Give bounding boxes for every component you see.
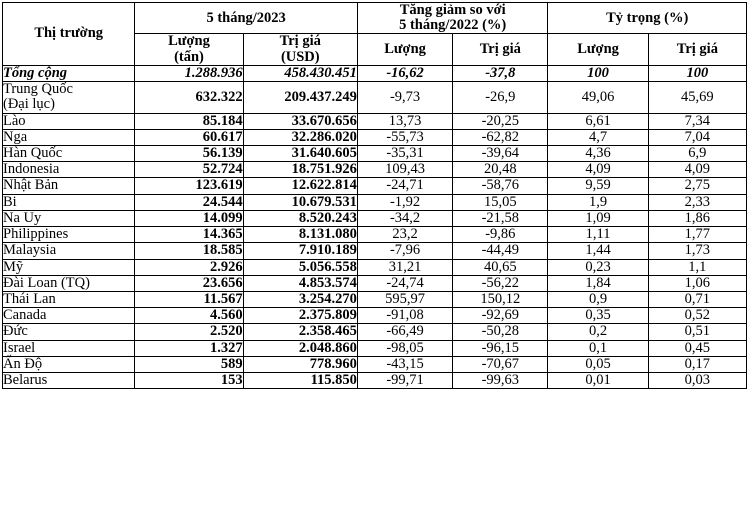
cell-change-value: -56,22 [453, 275, 548, 291]
cell-quantity: 589 [135, 356, 243, 372]
cell-share-value: 1,06 [648, 275, 746, 291]
cell-change-value: -20,25 [453, 113, 548, 129]
cell-quantity: 2.926 [135, 259, 243, 275]
header-quantity-line1: Lượng [168, 33, 210, 50]
cell-share-value: 7,04 [648, 129, 746, 145]
cell-market: Tổng cộng [3, 65, 135, 81]
cell-share-value: 0,17 [648, 356, 746, 372]
header-change-value: Trị giá [453, 34, 548, 65]
cell-share-value: 1,73 [648, 243, 746, 259]
cell-change-value: -9,86 [453, 227, 548, 243]
cell-share-value: 45,69 [648, 82, 746, 113]
cell-share-quantity: 49,06 [548, 82, 648, 113]
cell-value: 115.850 [243, 373, 357, 389]
table-row [3, 145, 747, 161]
cell-share-quantity: 1,9 [548, 194, 648, 210]
table-header [3, 3, 747, 66]
cell-value: 5.056.558 [243, 259, 357, 275]
cell-value: 8.520.243 [243, 210, 357, 226]
cell-share-quantity: 4,36 [548, 145, 648, 161]
cell-change-quantity: -35,31 [357, 145, 452, 161]
cell-share-value: 0,52 [648, 308, 746, 324]
cell-market: Đài Loan (TQ) [3, 275, 135, 291]
cell-change-value: 40,65 [453, 259, 548, 275]
cell-quantity: 1.288.936 [135, 65, 243, 81]
table-row [3, 291, 747, 307]
cell-share-quantity: 6,61 [548, 113, 648, 129]
cell-quantity: 18.585 [135, 243, 243, 259]
cell-market: Canada [3, 308, 135, 324]
cell-share-quantity: 4,09 [548, 162, 648, 178]
table-row [3, 227, 747, 243]
cell-quantity: 123.619 [135, 178, 243, 194]
table-body [3, 65, 747, 388]
cell-value: 8.131.080 [243, 227, 357, 243]
cell-share-value: 0,71 [648, 291, 746, 307]
cell-change-quantity: -34,2 [357, 210, 452, 226]
header-row-groups [3, 3, 747, 34]
cell-market: Na Uy [3, 210, 135, 226]
cell-share-quantity: 1,09 [548, 210, 648, 226]
cell-change-quantity: 31,21 [357, 259, 452, 275]
cell-share-quantity: 1,11 [548, 227, 648, 243]
table-row [3, 356, 747, 372]
cell-share-quantity: 0,2 [548, 324, 648, 340]
cell-change-quantity: -43,15 [357, 356, 452, 372]
cell-share-value: 7,34 [648, 113, 746, 129]
cell-share-quantity: 9,59 [548, 178, 648, 194]
cell-change-quantity: -7,96 [357, 243, 452, 259]
cell-quantity: 11.567 [135, 291, 243, 307]
cell-share-quantity: 0,01 [548, 373, 648, 389]
cell-change-value: -96,15 [453, 340, 548, 356]
table-row [3, 324, 747, 340]
cell-quantity: 632.322 [135, 82, 243, 113]
cell-change-quantity: -9,73 [357, 82, 452, 113]
header-change-quantity: Lượng [357, 34, 452, 65]
cell-change-value: 15,05 [453, 194, 548, 210]
cell-market: Indonesia [3, 162, 135, 178]
header-change-group-line2: 5 tháng/2022 (%) [399, 17, 507, 34]
header-market: Thị trường [3, 3, 135, 66]
table-row [3, 308, 747, 324]
cell-change-quantity: -66,49 [357, 324, 452, 340]
cell-share-value: 2,75 [648, 178, 746, 194]
cell-change-quantity: -24,71 [357, 178, 452, 194]
cell-market: Nhật Bản [3, 178, 135, 194]
cell-change-value: -44,49 [453, 243, 548, 259]
header-change-group [357, 3, 548, 34]
cell-market: Philippines [3, 227, 135, 243]
cell-quantity: 23.656 [135, 275, 243, 291]
cell-change-quantity: -91,08 [357, 308, 452, 324]
cell-value: 778.960 [243, 356, 357, 372]
cell-market: Nga [3, 129, 135, 145]
cell-change-value: 20,48 [453, 162, 548, 178]
cell-change-quantity: -98,05 [357, 340, 452, 356]
cell-share-value: 6,9 [648, 145, 746, 161]
table-row [3, 113, 747, 129]
cell-share-value: 0,03 [648, 373, 746, 389]
cell-value: 3.254.270 [243, 291, 357, 307]
cell-change-value: -21,58 [453, 210, 548, 226]
table-row [3, 162, 747, 178]
cell-market [3, 82, 135, 113]
header-quantity [135, 34, 243, 65]
cell-share-value: 1,1 [648, 259, 746, 275]
cell-change-quantity: 109,43 [357, 162, 452, 178]
cell-share-value: 4,09 [648, 162, 746, 178]
cell-value: 12.622.814 [243, 178, 357, 194]
cell-value: 7.910.189 [243, 243, 357, 259]
cell-value: 2.358.465 [243, 324, 357, 340]
cell-value: 10.679.531 [243, 194, 357, 210]
header-value-line2: (USD) [280, 48, 320, 65]
header-share-value: Trị giá [648, 34, 746, 65]
cell-change-value: -58,76 [453, 178, 548, 194]
cell-share-quantity: 4,7 [548, 129, 648, 145]
cell-quantity: 4.560 [135, 308, 243, 324]
table-row [3, 243, 747, 259]
header-value [243, 34, 357, 65]
header-value-line1: Trị giá [279, 33, 321, 50]
cell-share-quantity: 0,35 [548, 308, 648, 324]
cell-quantity: 24.544 [135, 194, 243, 210]
cell-change-value: -99,63 [453, 373, 548, 389]
cell-change-quantity: -55,73 [357, 129, 452, 145]
cell-change-value: 150,12 [453, 291, 548, 307]
table-row [3, 275, 747, 291]
cell-share-quantity: 0,9 [548, 291, 648, 307]
cell-value: 2.048.860 [243, 340, 357, 356]
cell-value: 33.670.656 [243, 113, 357, 129]
table-row [3, 178, 747, 194]
cell-quantity: 52.724 [135, 162, 243, 178]
cell-quantity: 14.099 [135, 210, 243, 226]
header-period-group: 5 tháng/2023 [135, 3, 358, 34]
table-row [3, 65, 747, 81]
cell-quantity: 153 [135, 373, 243, 389]
cell-quantity: 85.184 [135, 113, 243, 129]
cell-change-value: -70,67 [453, 356, 548, 372]
cell-market: Hàn Quốc [3, 145, 135, 161]
cell-value: 18.751.926 [243, 162, 357, 178]
cell-value: 4.853.574 [243, 275, 357, 291]
cell-change-quantity: 595,97 [357, 291, 452, 307]
cell-change-quantity: -16,62 [357, 65, 452, 81]
cell-value: 209.437.249 [243, 82, 357, 113]
cell-quantity: 60.617 [135, 129, 243, 145]
cell-share-quantity: 1,84 [548, 275, 648, 291]
header-share-group: Tỷ trọng (%) [548, 3, 747, 34]
cell-market: Thái Lan [3, 291, 135, 307]
cell-market: Lào [3, 113, 135, 129]
table-row [3, 340, 747, 356]
table-row [3, 210, 747, 226]
cell-change-quantity: -24,74 [357, 275, 452, 291]
cell-share-value: 1,77 [648, 227, 746, 243]
table-row [3, 259, 747, 275]
cell-share-value: 1,86 [648, 210, 746, 226]
cell-share-value: 0,45 [648, 340, 746, 356]
cell-change-value: -92,69 [453, 308, 548, 324]
table-row [3, 194, 747, 210]
cell-quantity: 14.365 [135, 227, 243, 243]
cell-share-value: 100 [648, 65, 746, 81]
cell-value: 458.430.451 [243, 65, 357, 81]
cell-change-value: -39,64 [453, 145, 548, 161]
cell-share-quantity: 100 [548, 65, 648, 81]
cell-quantity: 2.520 [135, 324, 243, 340]
cell-market-line2: (Đại lục) [3, 96, 55, 113]
cell-market: Israel [3, 340, 135, 356]
cell-quantity: 1.327 [135, 340, 243, 356]
cell-market: Belarus [3, 373, 135, 389]
cell-change-value: -26,9 [453, 82, 548, 113]
header-quantity-line2: (tấn) [174, 48, 204, 65]
table-row [3, 82, 747, 113]
cell-change-quantity: 23,2 [357, 227, 452, 243]
cell-share-quantity: 0,23 [548, 259, 648, 275]
cell-share-value: 0,51 [648, 324, 746, 340]
cell-change-value: -62,82 [453, 129, 548, 145]
cell-change-quantity: 13,73 [357, 113, 452, 129]
table-row [3, 129, 747, 145]
export-market-table [2, 2, 747, 389]
cell-share-quantity: 1,44 [548, 243, 648, 259]
cell-quantity: 56.139 [135, 145, 243, 161]
cell-market: Malaysia [3, 243, 135, 259]
cell-change-value: -37,8 [453, 65, 548, 81]
header-change-group-line1: Tăng giảm so với [399, 2, 506, 18]
cell-share-quantity: 0,1 [548, 340, 648, 356]
cell-market-line1: Trung Quốc [3, 81, 73, 98]
cell-market: Bi [3, 194, 135, 210]
cell-market: Mỹ [3, 259, 135, 275]
cell-market: Ấn Độ [3, 356, 135, 372]
cell-change-quantity: -99,71 [357, 373, 452, 389]
cell-value: 32.286.020 [243, 129, 357, 145]
header-share-quantity: Lượng [548, 34, 648, 65]
cell-change-quantity: -1,92 [357, 194, 452, 210]
cell-share-quantity: 0,05 [548, 356, 648, 372]
cell-value: 31.640.605 [243, 145, 357, 161]
table-row [3, 373, 747, 389]
cell-value: 2.375.809 [243, 308, 357, 324]
cell-share-value: 2,33 [648, 194, 746, 210]
cell-market: Đức [3, 324, 135, 340]
cell-change-value: -50,28 [453, 324, 548, 340]
